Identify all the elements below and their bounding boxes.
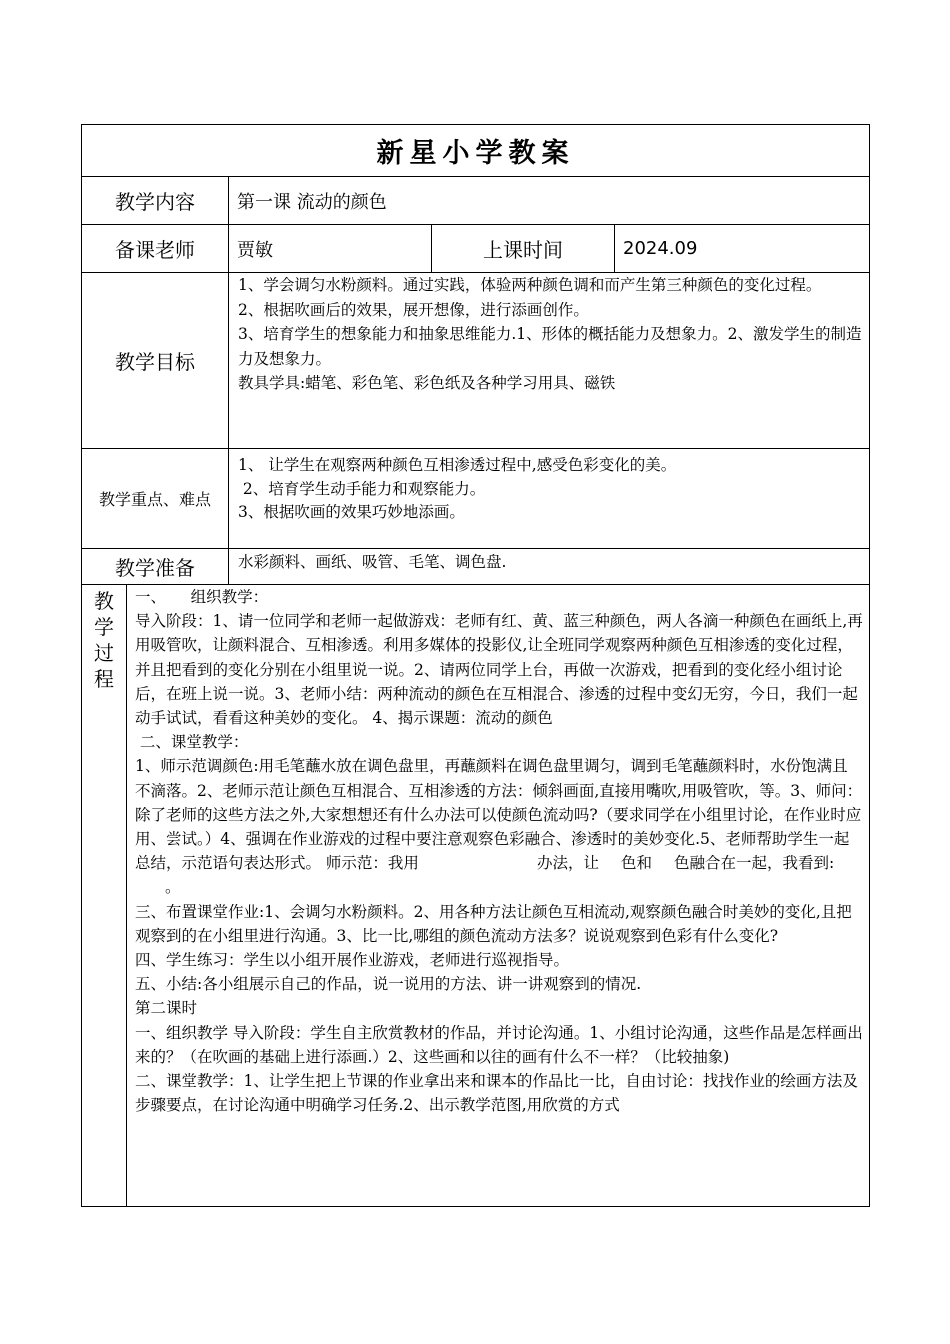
blank-fill-4: 。 [165, 878, 181, 897]
process-label [82, 585, 127, 1207]
process-label-char: 学 [94, 615, 114, 639]
process-label-char: 程 [94, 667, 114, 691]
blank-fill-2: 色和 [620, 854, 652, 873]
process-paragraph [135, 754, 863, 899]
objective-line: 2、根据吹画后的效果，展开想像，进行添画创作。 [238, 300, 589, 319]
key-points-label: 教学重点、难点 [82, 449, 229, 549]
process-paragraph: 一、组织教学 导入阶段：学生自主欣赏教材的作品，并讨论沟通。1、小组讨论沟通，这些作品是怎样画出来的？（在吹画的基础上进行添画.）2、这些画和以往的画有什么不一样？（比较抽象) [135, 1023, 863, 1066]
process-label-text [94, 589, 114, 691]
objective-line: 1、学会调匀水粉颜料。通过实践，体验两种颜色调和而产生第三种颜色的变化过程。 [238, 276, 822, 294]
key-point-line: 1、 让学生在观察两种颜色互相渗透过程中,感受色彩变化的美。 [238, 456, 677, 474]
process-paragraph: 第二课时 [135, 999, 198, 1018]
process-paragraph: 二、课堂教学： [135, 733, 249, 752]
key-point-line: 3、根据吹画的效果巧妙地添画。 [238, 503, 465, 521]
teacher-value: 贾敏 [229, 225, 432, 273]
process-paragraph: 一、 组织教学： [135, 588, 269, 606]
lesson-plan-sheet [81, 124, 869, 1207]
key-point-line: 2、培育学生动手能力和观察能力。 [238, 479, 486, 498]
content-value: 第一课 流动的颜色 [229, 177, 870, 225]
preparation-label: 教学准备 [82, 549, 229, 585]
process-paragraph: 四、学生练习：学生以小组开展作业游戏，老师进行巡视指导。 [135, 951, 570, 970]
objectives-label: 教学目标 [82, 273, 229, 449]
lesson-plan-table [81, 124, 870, 1207]
process-paragraph: 五、小结:各小组展示自己的作品，说一说用的方法、讲一讲观察到的情况. [135, 975, 642, 994]
process-label-char: 过 [94, 641, 114, 665]
process-paragraph: 三、布置课堂作业:1、会调匀水粉颜料。2、用各种方法让颜色互相流动,观察颜色融合时美妙的变化,且把观察到的在小组里进行沟通。3、比一比,哪组的颜色流动方法多？说说观察到色彩有什么变化? [135, 902, 852, 945]
blank-fill-1: 办法，让 [536, 854, 599, 873]
process-label-char: 教 [94, 589, 114, 613]
teacher-label: 备课老师 [82, 225, 229, 273]
objective-line: 3、培育学生的想象能力和抽象思维能力.1、形体的概括能力及想象力。2、激发学生的制造力及想象力。 [238, 325, 862, 368]
blank-fill-3: 色融合在一起，我看到: [673, 854, 835, 873]
process-paragraph: 导入阶段：1、请一位同学和老师一起做游戏：老师有红、黄、蓝三种颜色，两人各滴一种颜色在画纸上,再用吸管吹，让颜料混合、互相渗透。利用多媒体的投影仪,让全班同学观察两种颜色互相渗透的变化过程，并且把看到的变化分别在小组里说一说。2、请两位同学上台，再做一次游戏，把看到的变化经小组讨论后，在班上说一说。3、老师小结：两种流动的颜色在互相混合、渗透的过程中变幻无穷，今日，我们一起动手试试，看看这种美妙的变化。 4、揭示课题：流动的颜色 [135, 612, 863, 728]
key-points-content [229, 449, 870, 549]
page-title: 新星小学教案 [82, 125, 870, 177]
class-time-label: 上课时间 [432, 225, 615, 273]
process-paragraph: 二、课堂教学：1、让学生把上节课的作业拿出来和课本的作品比一比，自由讨论：找找作业的绘画方法及步骤要点，在讨论沟通中明确学习任务.2、出示教学范图,用欣赏的方式 [135, 1072, 858, 1115]
content-label: 教学内容 [82, 177, 229, 225]
demo-text: 1、师示范调颜色:用毛笔蘸水放在调色盘里，再蘸颜料在调色盘里调匀，调到毛笔蘸颜料时，水份饱满且不滴落。2、老师示范让颜色互相混合、互相渗透的方法：倾斜画面,直接用嘴吹,用吸管吹，等。3、师问：除了老师的这些方法之外,大家想想还有什么办法可以使颜色流动吗?（要求同学在小组里讨论，在作业时应用、尝试。）4、强调在作业游戏的过程中要注意观察色彩融合、渗透时的美妙变化.5、老师帮助学生一起总结，示范语句表达形式。 师示范：我用 [135, 757, 863, 873]
preparation-value: 水彩颜料、画纸、吸管、毛笔、调色盘. [229, 549, 870, 585]
process-content [127, 585, 870, 1207]
objectives-content [229, 273, 870, 449]
class-time-value: 2024.09 [615, 225, 870, 273]
objective-line: 教具学具:蜡笔、彩色笔、彩色纸及各种学习用具、磁铁 [238, 374, 616, 392]
